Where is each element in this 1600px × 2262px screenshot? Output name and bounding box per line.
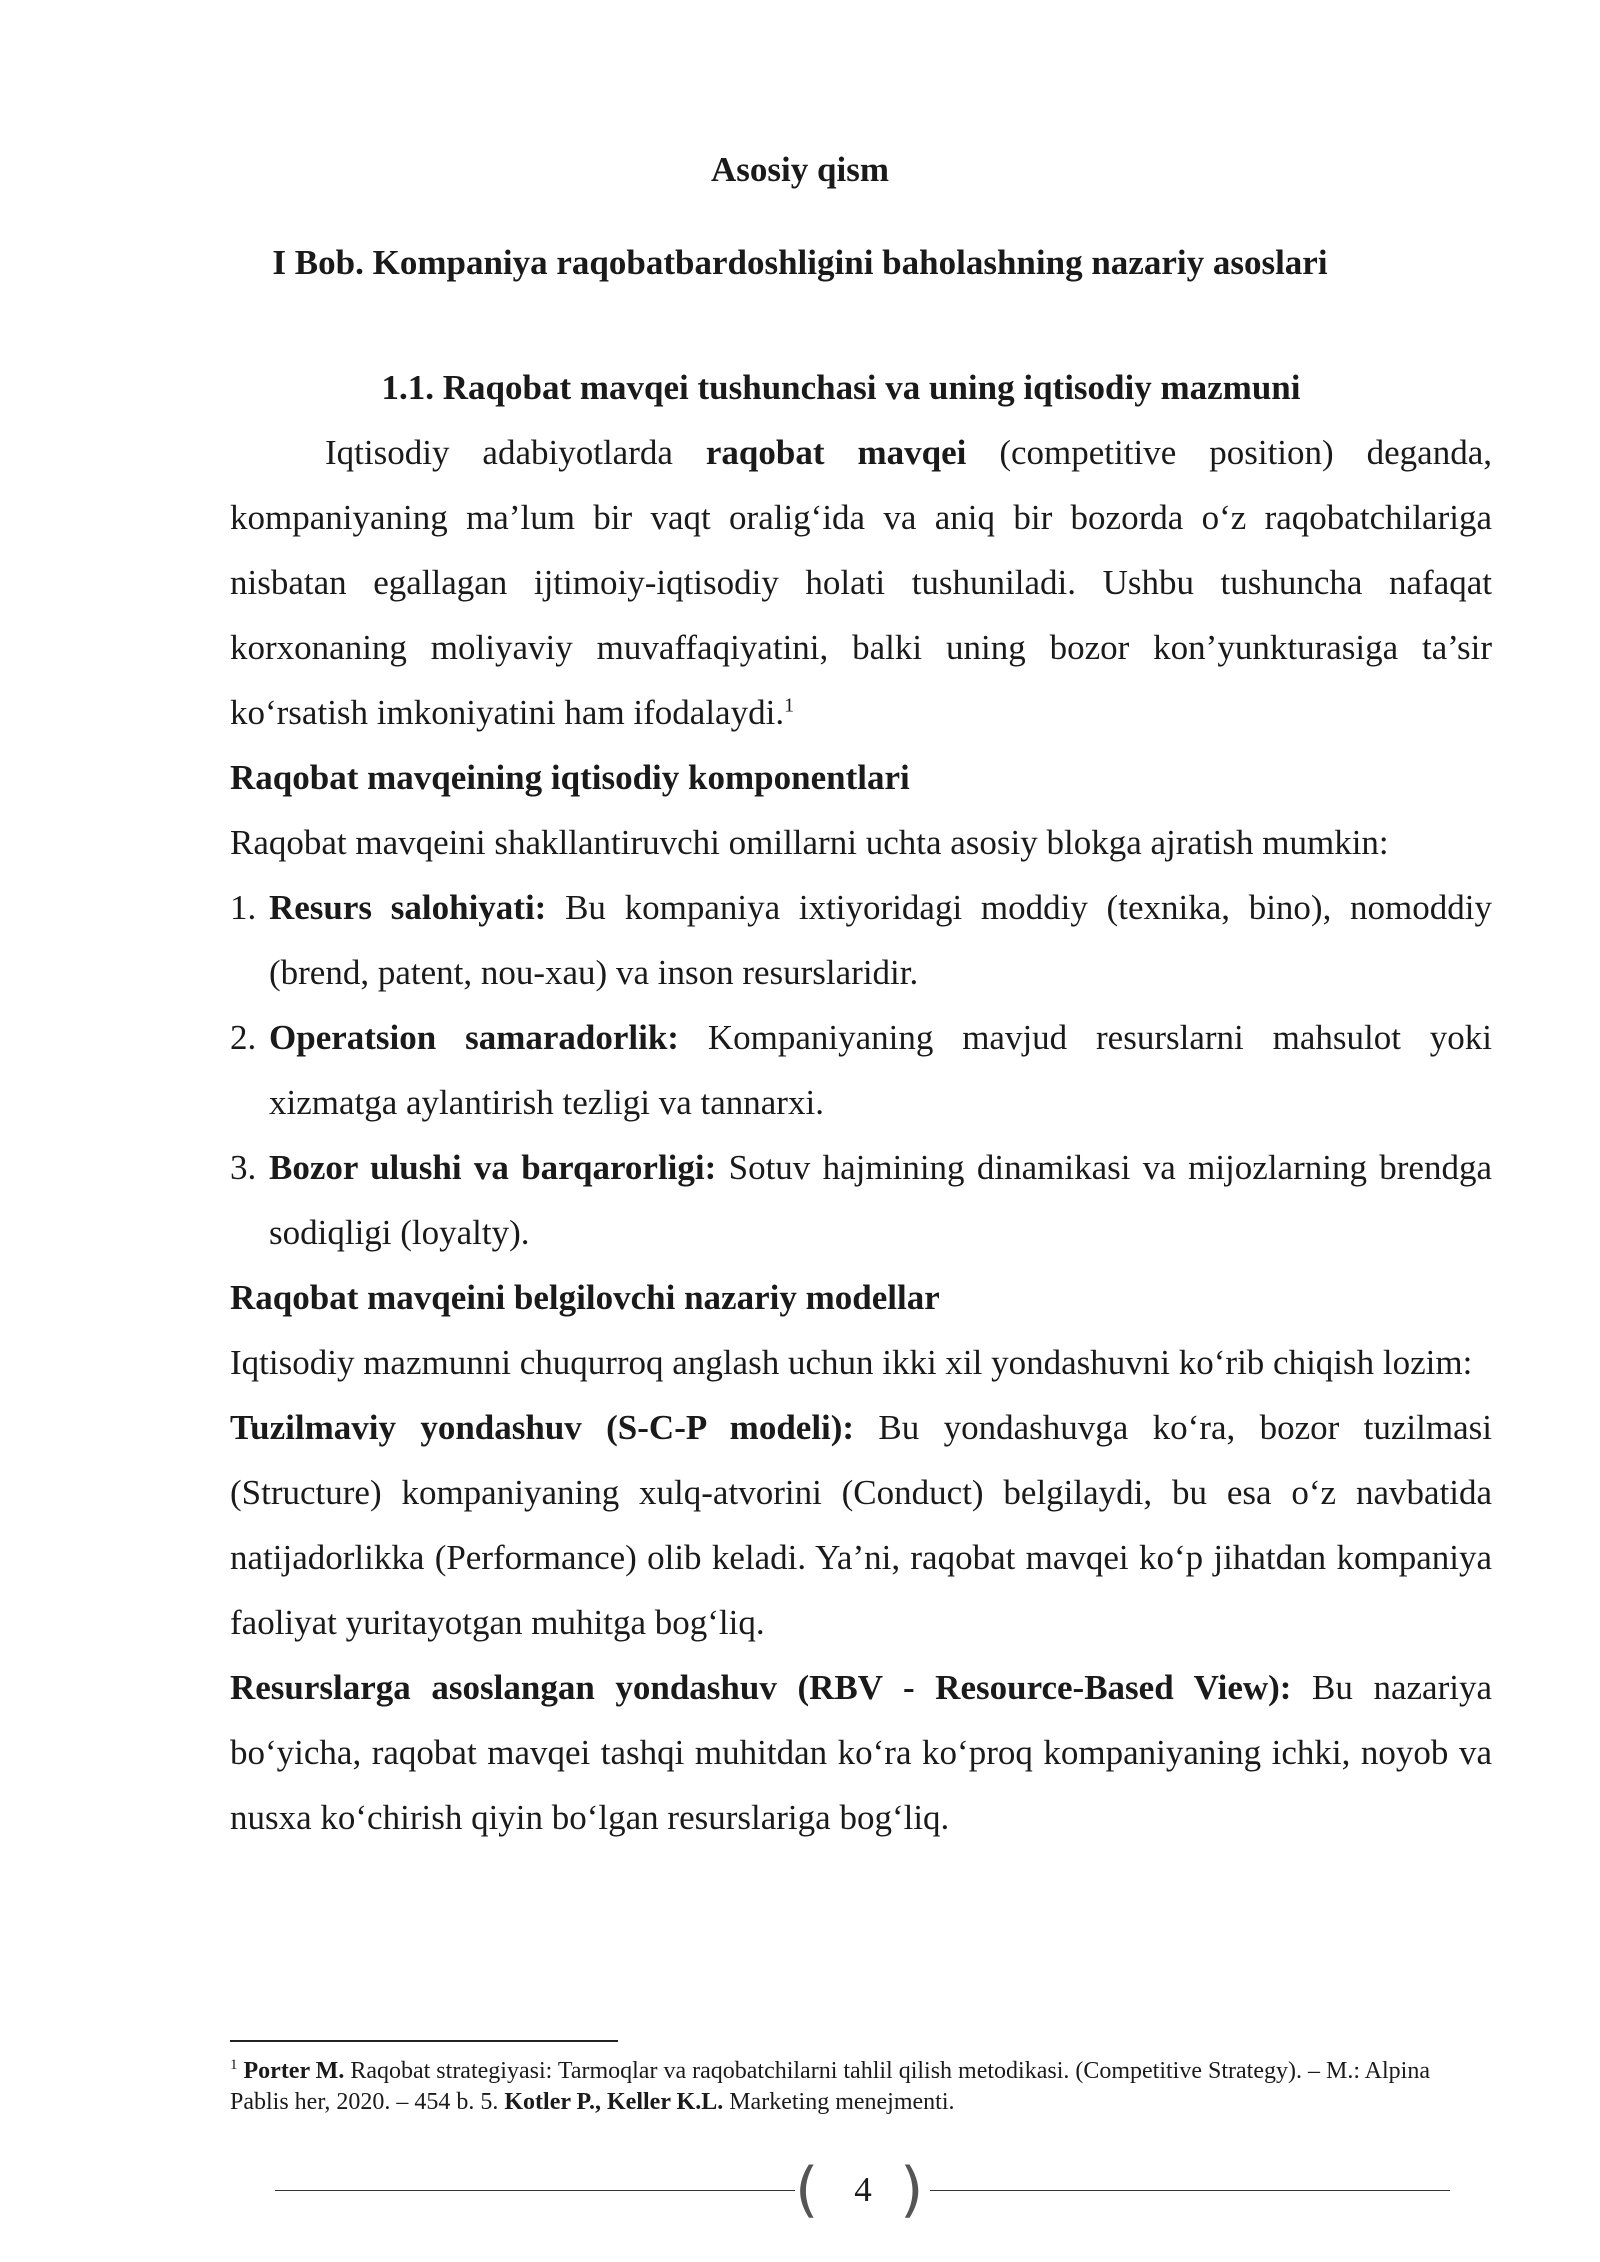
right-bracket-ornament: )	[900, 2155, 924, 2225]
models-lead: Iqtisodiy mazmunni chuqurroq anglash uchun ikki xil yondashuvni ko‘rib chiqish lozim:	[230, 1343, 1473, 1382]
chapter-heading: I Bob. Kompaniya raqobatbardoshligini baholashning nazariy asoslari	[272, 243, 1328, 282]
main-text	[230, 355, 1492, 1850]
footnote: $^1$ Porter M. Raqobat strategiyasi: Tarmoqlar va raqobatchilarni tahlil qilish metodikasi. (Competitive Strategy). – M.: Alpina Pablis her, 2020. – 454 b. 5. Kotler P., Keller K.L. Marketing menejmenti.	[230, 2057, 1430, 2115]
part-heading: Asosiy qism	[711, 150, 889, 189]
list-item: 1. Resurs salohiyati: Bu kompaniya ixtiyoridagi moddiy (texnika, bino), nomoddiy (brend, patent, nou-xau) va inson resurslaridir.	[230, 888, 1492, 992]
footer-rule-right	[930, 2190, 1450, 2191]
components-lead: Raqobat mavqeini shakllantiruvchi omillarni uchta asosiy blokga ajratish mumkin:	[230, 823, 1389, 862]
list-item: 3. Bozor ulushi va barqarorligi: Sotuv hajmining dinamikasi va mijozlarning brendga sodiqligi (loyalty).	[230, 1148, 1492, 1252]
intro-paragraph: Iqtisodiy adabiyotlarda raqobat mavqei (competitive position) deganda, kompaniyaning ma’lum bir vaqt oralig‘ida va aniq bir bozorda o‘z raqobatchilariga nisbatan egallagan ijtimoiy-iqtisodiy holati tushuniladi. Ushbu tushuncha nafaqat korxonaning moliyaviy muvaffaqiyatini, balki uning bozor kon’yunkturasiga ta’sir ko‘rsatish imkoniyatini ham ifodalaydi.$^1$	[230, 433, 1493, 732]
footer-rule-left	[275, 2190, 795, 2191]
list-item: 2. Operatsion samaradorlik: Kompaniyaning mavjud resurslarni mahsulot yoki xizmatga aylantirish tezligi va tannarxi.	[230, 1018, 1493, 1122]
rbv-paragraph: Resurslarga asoslangan yondashuv (RBV - Resource-Based View): Bu nazariya bo‘yicha, raqobat mavqei tashqi muhitdan ko‘ra ko‘proq kompaniyaning ichki, noyob va nusxa ko‘chirish qiyin bo‘lgan resurslariga bog‘liq.	[230, 1668, 1492, 1837]
page-footer	[275, 2155, 1450, 2225]
scp-paragraph: Tuzilmaviy yondashuv (S-C-P modeli): Bu yondashuvga ko‘ra, bozor tuzilmasi (Structure) kompaniyaning xulq-atvorini (Conduct) belgilaydi, bu esa o‘z navbatida natijadorlikka (Performance) olib keladi. Ya’ni, raqobat mavqei ko‘p jihatdan kompaniya faoliyat yuritayotgan muhitga bog‘liq.	[230, 1408, 1492, 1642]
components-heading: Raqobat mavqeining iqtisodiy komponentlari	[230, 758, 910, 797]
left-bracket-ornament: (	[795, 2155, 819, 2225]
key-term: raqobat mavqei	[705, 433, 967, 472]
footnote-divider	[230, 2040, 618, 2042]
footnote-ref: 1	[784, 694, 795, 717]
section-heading: 1.1. Raqobat mavqei tushunchasi va uning iqtisodiy mazmuni	[381, 368, 1301, 407]
models-heading: Raqobat mavqeini belgilovchi nazariy modellar	[230, 1278, 940, 1317]
page-number: 4	[854, 2170, 872, 2209]
